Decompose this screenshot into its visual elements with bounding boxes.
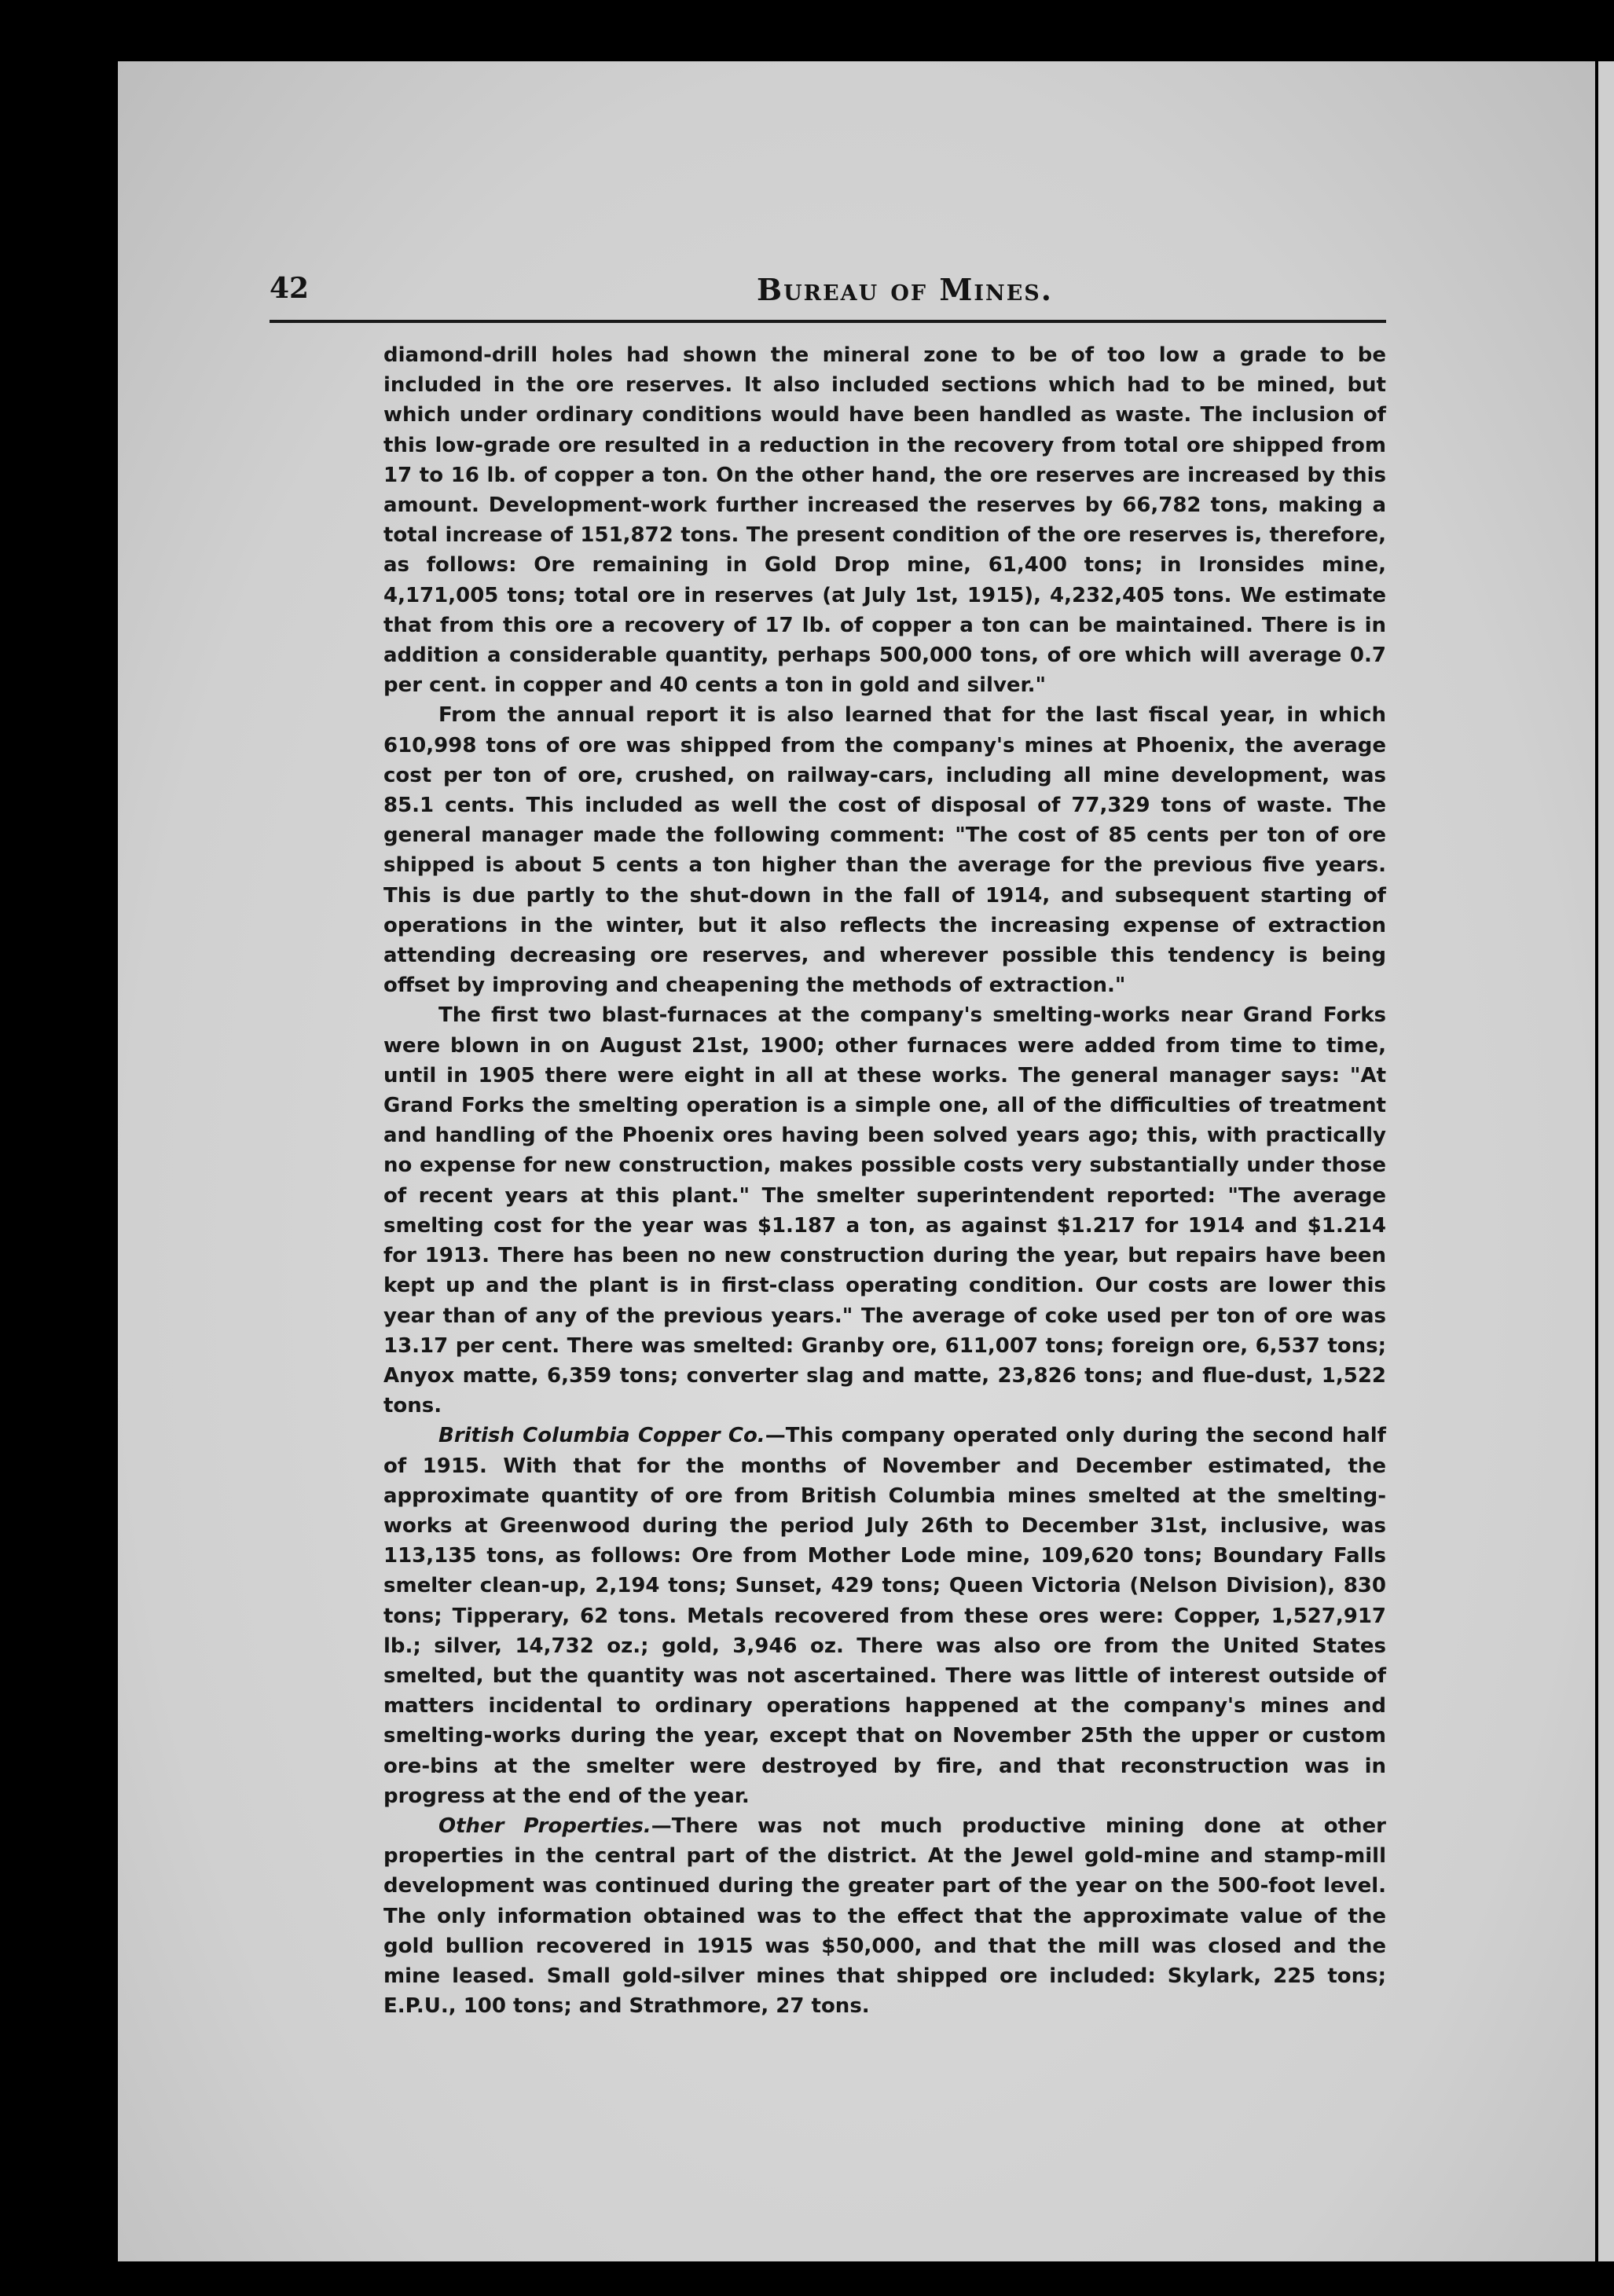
paragraph-continuation: diamond-drill holes had shown the mineral zone to be of too low a grade to be included in the ore reserves. It also included sections which had to be mined, but which under ordinary conditions would have been handled as waste. The inclusion of this low-grade ore resulted in a reduction in the recovery from total ore shipped from 17 to 16 lb. of copper a ton. On the other hand, the ore reserves are increased by this amount. Development-work further increased the reserves by 66,782 tons, making a total increase of 151,872 tons. The present condition of the ore reserves is, therefore, as follows: Ore remaining in Gold Drop mine, 61,400 tons; in Ironsides mine, 4,171,005 tons; total ore in reserves (at July 1st, 1915), 4,232,405 tons. We estimate that from this ore a recovery of 17 lb. of copper a ton can be maintained. There is in addition a considerable quantity, perhaps 500,000 tons, of ore which will average 0.7 per cent. in copper and 40 cents a ton in gold and silver."	[383, 343, 1386, 698]
body-text	[383, 340, 1386, 2021]
paragraph-bc-copper-text: —This company operated only during the second half of 1915. With that for the months of November and December estimated, the approximate quantity of ore from British Columbia mines smelted at the smelting-works at Greenwood during the period July 26th to December 31st, inclusive, was 113,135 tons, as follows: Ore from Mother Lode mine, 109,620 tons; Boundary Falls smelter clean-up, 2,194 tons; Sunset, 429 tons; Queen Victoria (Nelson Division), 830 tons; Tipperary, 62 tons. Metals recovered from these ores were: Copper, 1,527,917 lb.; silver, 14,732 oz.; gold, 3,946 oz. There was also ore from the United States smelted, but the quantity was not ascertained. There was little of interest outside of matters incidental to ordinary operations happened at the company's mines and smelting-works during the year, except that on November 25th the upper or custom ore-bins at the smelter were destroyed by fire, and that reconstruction was in progress at the end of the year.	[383, 1424, 1386, 1808]
page-header	[270, 272, 1386, 319]
page-number: 42	[270, 272, 310, 305]
section-lead-other-properties: Other Properties.	[438, 1814, 651, 1838]
paragraph-annual-report: From the annual report it is also learned that for the last fiscal year, in which 610,998 tons of ore was shipped from the company's mines at Phoenix, the average cost per ton of ore, crushed, on railway-cars, including all mine development, was 85.1 cents. This included as well the cost of disposal of 77,329 tons of waste. The general manager made the following comment: "The cost of 85 cents per ton of ore shipped is about 5 cents a ton higher than the average for the previous five years. This is due partly to the shut-down in the fall of 1914, and subsequent starting of operations in the winter, but it also reflects the increasing expense of extraction attending decreasing ore reserves, and wherever possible this tendency is being offset by improving and cheapening the methods of extraction."	[383, 703, 1386, 998]
paragraph-other-properties	[383, 1811, 1386, 2021]
paragraph-other-properties-text: —There was not much productive mining done at other properties in the central part of the district. At the Jewel gold-mine and stamp-mill development was continued during the greater part of the year on the 500-foot level. The only information obtained was to the effect that the approximate value of the gold bullion recovered in 1915 was $50,000, and that the mill was closed and the mine leased. Small gold-silver mines that shipped ore included: Skylark, 225 tons; E.P.U., 100 tons; and Strathmore, 27 tons.	[383, 1814, 1386, 2019]
paragraph-grand-forks-smelter: The first two blast-furnaces at the company's smelting-works near Grand Forks were blown in on August 21st, 1900; other furnaces were added from time to time, until in 1905 there were eight in all at these works. The general manager says: "At Grand Forks the smelting operation is a simple one, all of the difficulties of treatment and handling of the Phoenix ores having been solved years ago; this, with practically no expense for new construction, makes possible costs very substantially under those of recent years at this plant." The smelter superintendent reported: "The average smelting cost for the year was $1.187 a ton, as against $1.217 for 1914 and $1.214 for 1913. There has been no new construction during the year, but repairs have been kept up and the plant is in first-class operating condition. Our costs are lower this year than of any of the previous years." The average of coke used per ton of ore was 13.17 per cent. There was smelted: Granby ore, 611,007 tons; foreign ore, 6,537 tons; Anyox matte, 6,359 tons; converter slag and matte, 23,826 tons; and flue-dust, 1,522 tons.	[383, 1003, 1386, 1418]
running-head: Bureau of Mines.	[757, 272, 1054, 307]
header-rule	[270, 320, 1386, 323]
paragraph-british-columbia-copper	[383, 1421, 1386, 1811]
section-lead-bc-copper: British Columbia Copper Co.	[438, 1424, 765, 1448]
page-edge-strip	[1598, 61, 1614, 2261]
